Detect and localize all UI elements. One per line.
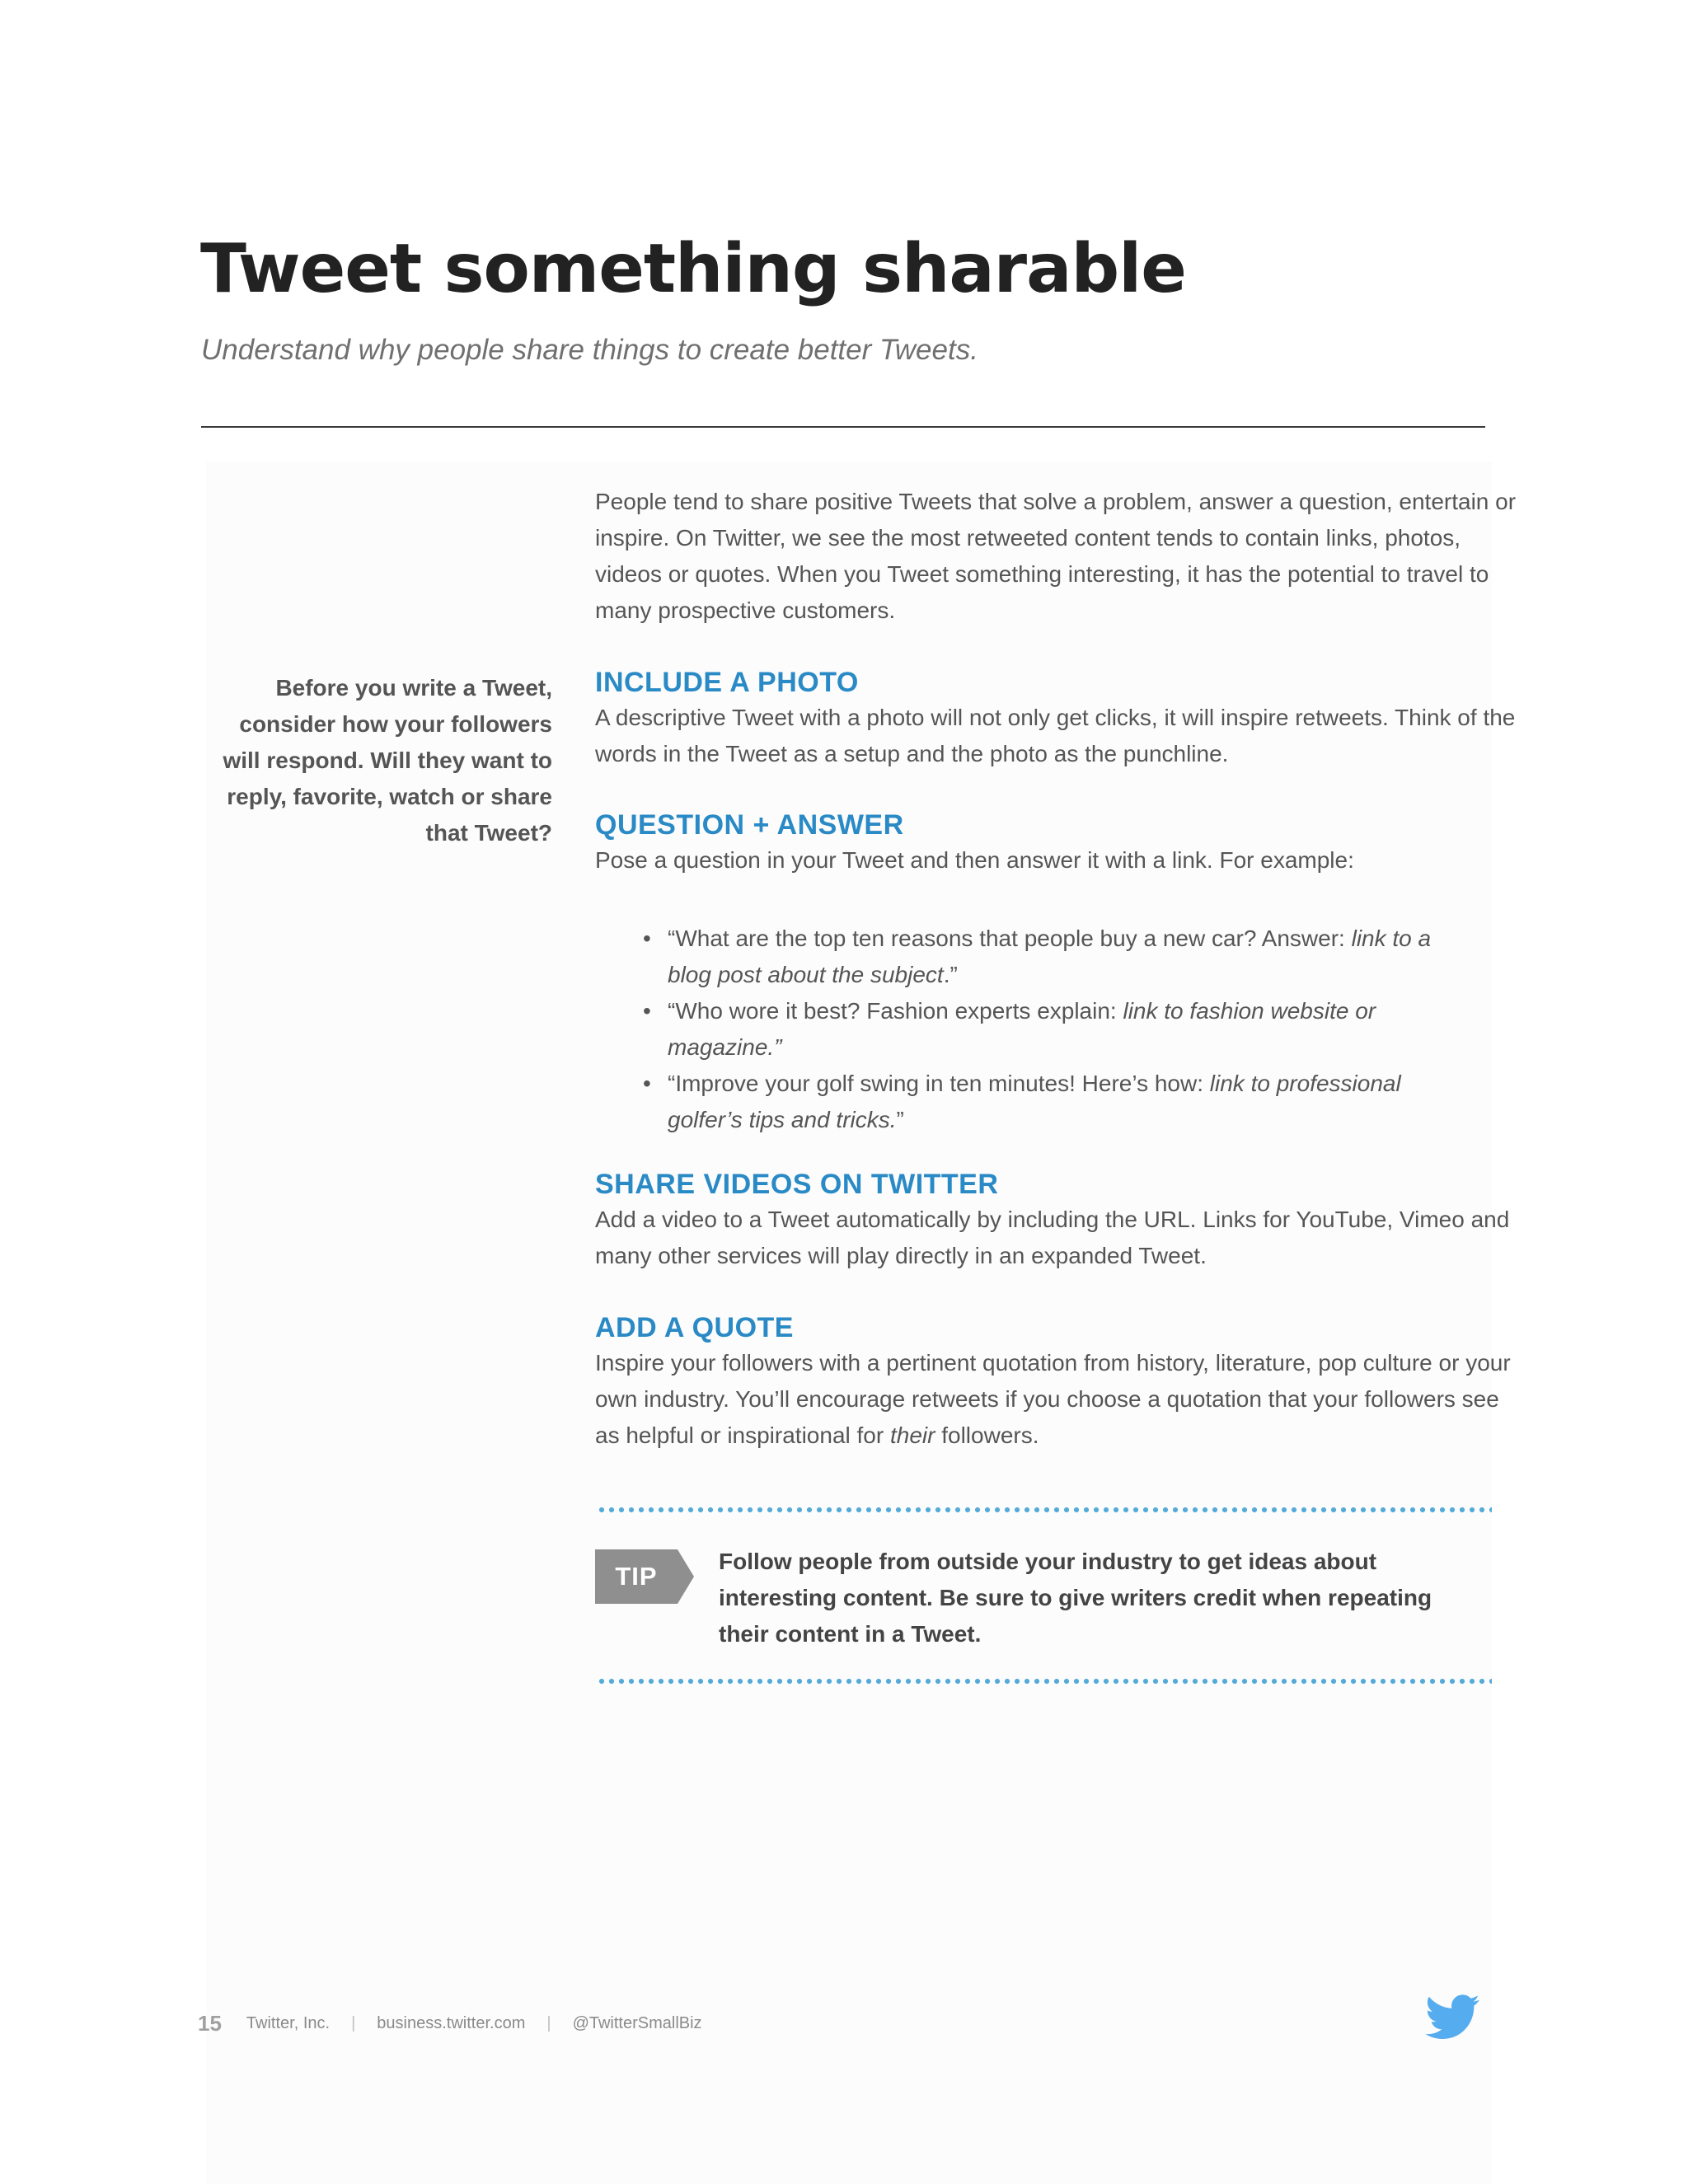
section-share-videos (595, 1167, 1518, 1274)
tip-text: Follow people from outside your industry to get ideas about interesting content. Be sure to give writers credit when repeating their content in a Tweet. (719, 1549, 1432, 1647)
page-title: Tweet something sharable (200, 230, 1186, 308)
example-link-text: link to a blog post about the subject (668, 926, 1432, 987)
section-body-quote (595, 1345, 1518, 1454)
example-item (643, 1066, 1467, 1138)
twitter-bird-icon (1416, 1990, 1490, 2044)
tip-tag (595, 1549, 694, 1604)
example-end: .” (943, 962, 958, 987)
tip-bottom-dotted-divider (597, 1678, 1492, 1685)
section-body-question: Pose a question in your Tweet and then answer it with a link. For example: (595, 847, 1354, 873)
bullet: • (643, 1071, 651, 1096)
example-item (643, 921, 1467, 993)
footer-company: Twitter, Inc. (246, 2013, 331, 2032)
example-item (643, 993, 1467, 1066)
footer-handle[interactable]: @TwitterSmallBiz (572, 2013, 702, 2032)
example-text: “Who wore it best? Fashion experts explain: (668, 998, 1123, 1024)
section-question-answer (595, 808, 1518, 879)
sidebar-pull-quote: Before you write a Tweet, consider how your followers will respond. Will they want to reply, favorite, watch or share that Tweet? (223, 675, 552, 846)
page-subtitle: Understand why people share things to create better Tweets. (201, 334, 978, 366)
quote-body-text: Inspire your followers with a pertinent quotation from history, literature, pop culture or your own industry. You’ll encourage retweets if you choose a quotation that your followers see as helpful or inspirational for (595, 1350, 1511, 1448)
section-heading-videos: SHARE VIDEOS ON TWITTER (595, 1169, 999, 1200)
quote-body-end: followers. (935, 1422, 1039, 1448)
section-heading-photo: INCLUDE A PHOTO (595, 667, 859, 698)
section-heading-quote: ADD A QUOTE (595, 1312, 794, 1343)
section-body-videos: Add a video to a Tweet automatically by including the URL. Links for YouTube, Vimeo and many other services will play directly in an expanded Tweet. (595, 1207, 1510, 1268)
section-include-photo (595, 665, 1518, 772)
page-number: 15 (198, 2010, 222, 2036)
section-add-quote (595, 1310, 1518, 1454)
example-text: “What are the top ten reasons that people buy a new car? Answer: (668, 926, 1352, 951)
example-text: “Improve your golf swing in ten minutes! Here’s how: (668, 1071, 1210, 1096)
title-divider (201, 426, 1485, 428)
example-end: ” (896, 1107, 904, 1132)
intro-paragraph: People tend to share positive Tweets that solve a problem, answer a question, entertain or inspire. On Twitter, we see the most retweeted content tends to contain links, photos, videos or quotes. When you Tweet something interesting, it has the potential to travel to many prospective customers. (595, 489, 1517, 623)
example-link-text: link to fashion website or magazine.” (668, 998, 1376, 1060)
footer-separator: | (351, 2013, 356, 2032)
example-link-text: link to professional golfer’s tips and tricks. (668, 1071, 1401, 1132)
section-body-photo: A descriptive Tweet with a photo will not only get clicks, it will inspire retweets. Think of the words in the Tweet as a setup and the photo as the punchline. (595, 705, 1516, 766)
tip-label: TIP (615, 1562, 658, 1591)
quote-body-emphasis: their (889, 1422, 935, 1448)
footer-website[interactable]: business.twitter.com (377, 2013, 526, 2032)
tip-top-dotted-divider (597, 1507, 1492, 1513)
bullet: • (643, 926, 651, 951)
example-list (643, 921, 1467, 1138)
bullet: • (643, 998, 651, 1024)
page-footer (198, 2011, 702, 2036)
section-heading-question: QUESTION + ANSWER (595, 809, 904, 841)
footer-separator: | (546, 2013, 551, 2032)
